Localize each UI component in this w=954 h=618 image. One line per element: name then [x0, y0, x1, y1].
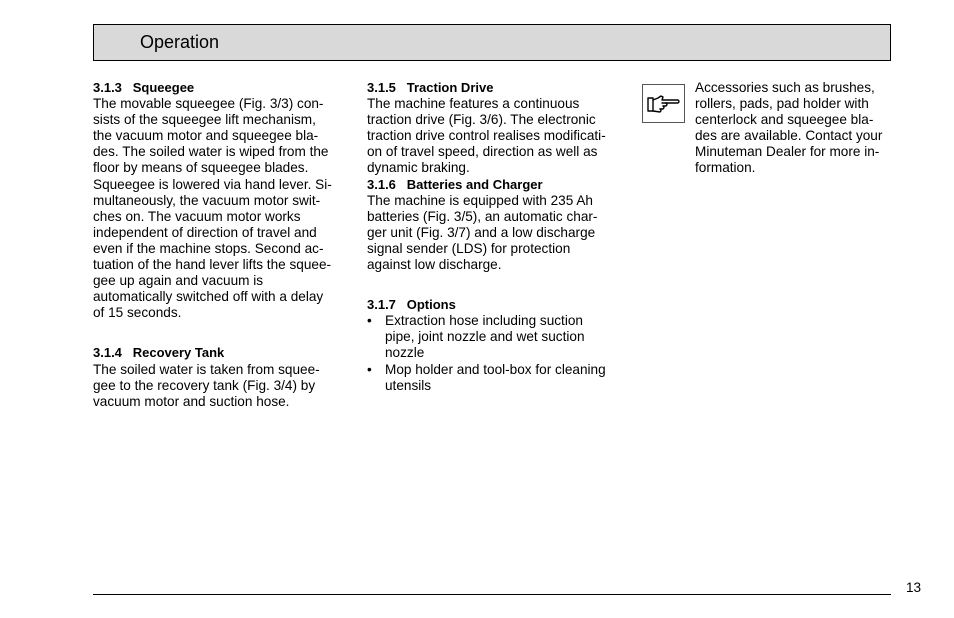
text-line: of 15 seconds. — [93, 305, 182, 321]
text-line: Squeegee is lowered via hand lever. Si- — [93, 176, 332, 192]
text-line: independent of direction of travel and — [93, 224, 317, 240]
text-line: gee up again and vacuum is — [93, 273, 264, 289]
text-line: The machine features a continuous — [367, 96, 580, 112]
footer-divider — [93, 594, 891, 595]
text-line: pipe, joint nozzle and wet suction — [385, 329, 585, 345]
text-line: ches on. The vacuum motor works — [93, 208, 301, 224]
text-line: automatically switched off with a delay — [93, 289, 324, 305]
text-line: Mop holder and tool-box for cleaning — [385, 361, 606, 377]
paragraph-recovery-tank — [93, 362, 355, 410]
pointing-hand-icon — [642, 84, 685, 123]
heading-traction-drive: 3.1.5 Traction Drive — [367, 80, 494, 95]
text-line: sists of the squeegee lift mechanism, — [93, 112, 316, 128]
heading-options: 3.1.7 Options — [367, 297, 456, 313]
text-line: des. The soiled water is wiped from the — [93, 144, 329, 160]
text-line: traction drive control realises modificati- — [367, 128, 606, 144]
text-line: the vacuum motor and squeegee bla- — [93, 128, 319, 144]
options-list — [367, 313, 629, 393]
text-line: The movable squeegee (Fig. 3/3) con- — [93, 96, 324, 112]
bullet-icon: • — [367, 361, 372, 377]
text-line: des are available. Contact your — [695, 128, 883, 144]
text-line: on of travel speed, direction as well as — [367, 144, 598, 160]
text-line: Minuteman Dealer for more in- — [695, 144, 880, 160]
text-line: traction drive (Fig. 3/6). The electronic — [367, 112, 596, 128]
list-item — [367, 362, 629, 394]
heading-recovery-tank: 3.1.4 Recovery Tank — [93, 345, 225, 361]
text-line: nozzle — [385, 345, 425, 361]
text-line: signal sender (LDS) for protection — [367, 240, 571, 256]
heading-squeegee: 3.1.3 Squeegee — [93, 80, 195, 95]
text-line: against low discharge. — [367, 257, 502, 273]
text-line: batteries (Fig. 3/5), an automatic char- — [367, 208, 598, 224]
heading-batteries-charger: 3.1.6 Batteries and Charger — [367, 176, 543, 192]
note-text — [695, 80, 900, 177]
text-line: rollers, pads, pad holder with — [695, 96, 869, 112]
text-line: utensils — [385, 377, 432, 393]
text-line: even if the machine stops. Second ac- — [93, 240, 324, 256]
text-line: Extraction hose including suction — [385, 313, 583, 329]
section-header-bar — [93, 24, 891, 61]
bullet-icon: • — [367, 313, 372, 329]
text-line: The soiled water is taken from squee- — [93, 361, 320, 377]
text-line: ger unit (Fig. 3/7) and a low discharge — [367, 224, 596, 240]
text-line: multaneously, the vacuum motor swit- — [93, 192, 321, 208]
text-line: centerlock and squeegee bla- — [695, 112, 874, 128]
section-title: Operation — [140, 32, 220, 52]
text-line: The machine is equipped with 235 Ah — [367, 192, 593, 208]
paragraph-traction-drive — [367, 96, 629, 176]
text-line: Accessories such as brushes, — [695, 80, 875, 95]
text-line: floor by means of squeegee blades. — [93, 160, 309, 176]
paragraph-batteries-charger — [367, 193, 629, 273]
column-middle — [367, 80, 629, 394]
text-line: gee to the recovery tank (Fig. 3/4) by — [93, 377, 316, 393]
paragraph-squeegee — [93, 96, 355, 321]
page-number: 13 — [906, 580, 922, 595]
text-line: formation. — [695, 160, 756, 176]
text-line: dynamic braking. — [367, 160, 470, 176]
column-left — [93, 80, 355, 410]
text-line: vacuum motor and suction hose. — [93, 393, 290, 409]
list-item — [367, 313, 629, 361]
text-line: tuation of the hand lever lifts the squee- — [93, 257, 332, 273]
